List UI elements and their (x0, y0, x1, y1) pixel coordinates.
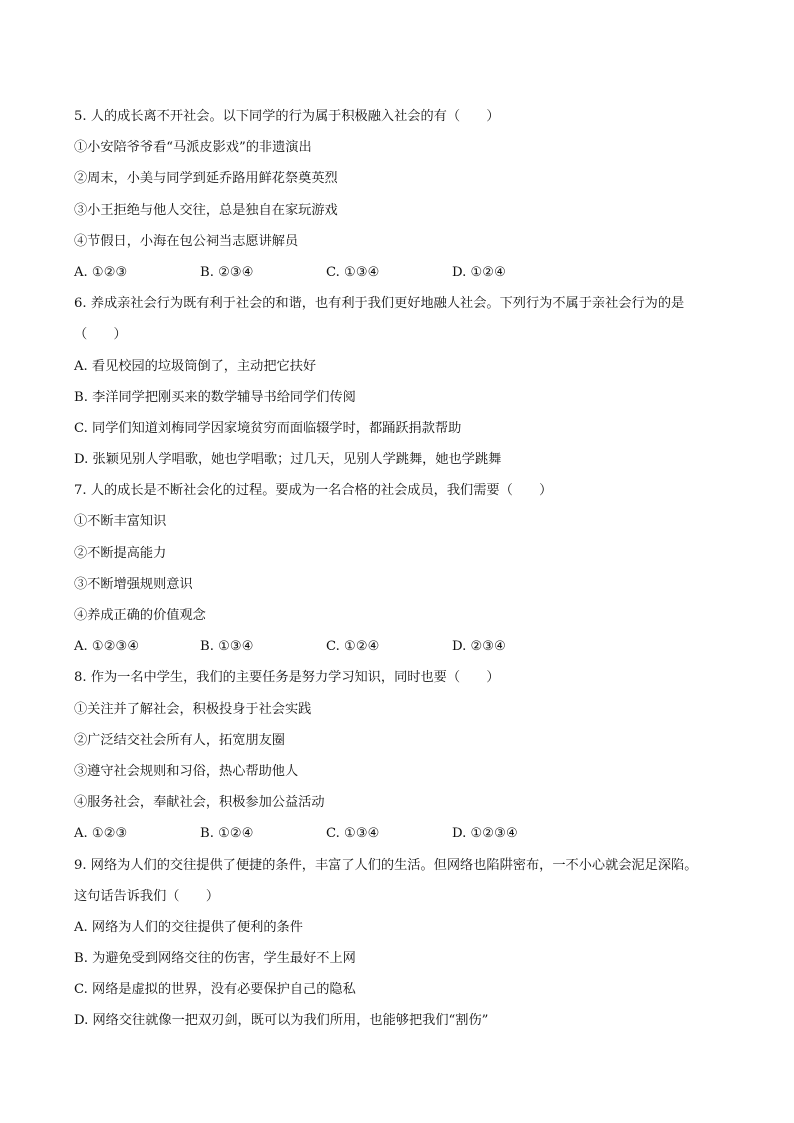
option-a[interactable]: A. 看见校园的垃圾筒倒了，主动把它扶好 (74, 358, 317, 374)
option-d[interactable]: D. ②③④ (452, 639, 506, 655)
option-c[interactable]: C. ①③④ (326, 264, 380, 280)
statement-item: ④服务社会，奉献社会，积极参加公益活动 (74, 795, 325, 811)
statement-item: ①关注并了解社会，积极投身于社会实践 (74, 701, 312, 717)
question-7 (74, 475, 734, 662)
question-6 (74, 288, 734, 475)
question-stem: 8. 作为一名中学生，我们的主要任务是努力学习知识，同时也要（ ） (74, 670, 500, 686)
question-stem: 6. 养成亲社会行为既有利于社会的和谐，也有利于我们更好地融人社会。下列行为不属于亲社会行为的是 (74, 296, 685, 312)
statement-item: ③小王拒绝与他人交往，总是独自在家玩游戏 (74, 202, 338, 218)
statement-item: ①小安陪爷爷看“马派皮影戏”的非遗演出 (74, 140, 312, 156)
option-b[interactable]: B. ①③④ (200, 639, 254, 655)
option-a[interactable]: A. ①②③ (74, 264, 128, 280)
question-8 (74, 662, 734, 849)
statement-item: ③不断增强规则意识 (74, 576, 193, 592)
option-b[interactable]: B. 为避免受到网络交往的伤害，学生最好不上网 (74, 951, 356, 967)
option-c[interactable]: C. 网络是虚拟的世界，没有必要保护自己的隐私 (74, 982, 356, 998)
statement-item: ①不断丰富知识 (74, 514, 167, 530)
statement-item: ④节假日，小海在包公祠当志愿讲解员 (74, 233, 299, 249)
question-stem: 5. 人的成长离不开社会。以下同学的行为属于积极融入社会的有（ ） (74, 109, 500, 124)
option-b[interactable]: B. ①②④ (200, 826, 254, 842)
option-c[interactable]: C. 同学们知道刘梅同学因家境贫穷而面临辍学时，都踊跃捐款帮助 (74, 420, 462, 436)
option-d[interactable]: D. 张颖见别人学唱歌，她也学唱歌；过几天，见别人学跳舞，她也学跳舞 (74, 452, 502, 468)
question-stem: 7. 人的成长是不断社会化的过程。要成为一名合格的社会成员，我们需要（ ） (74, 483, 553, 499)
option-a[interactable]: A. 网络为人们的交往提供了便利的条件 (74, 919, 303, 935)
statement-item: ②不断提高能力 (74, 545, 167, 561)
statement-item: ②广泛结交社会所有人，拓宽朋友圈 (74, 732, 285, 748)
statement-item: ④养成正确的价值观念 (74, 608, 206, 623)
statement-item: ③遵守社会规则和习俗，热心帮助他人 (74, 763, 299, 779)
question-stem-continued: （ ） (74, 327, 127, 343)
option-a[interactable]: A. ①②③ (74, 826, 128, 842)
option-b[interactable]: B. 李洋同学把刚买来的数学辅导书给同学们传阅 (74, 389, 356, 405)
question-5 (74, 101, 734, 288)
statement-item: ②周末，小美与同学到延乔路用鲜花祭奠英烈 (74, 171, 338, 187)
option-d[interactable]: D. ①②③④ (452, 826, 518, 842)
question-9 (74, 850, 734, 1037)
option-c[interactable]: C. ①②④ (326, 639, 380, 655)
answer-options (74, 257, 734, 288)
option-c[interactable]: C. ①③④ (326, 826, 380, 842)
answer-options (74, 631, 734, 662)
option-d[interactable]: D. 网络交往就像一把双刃剑，既可以为我们所用，也能够把我们“割伤” (74, 1013, 489, 1029)
answer-options (74, 818, 734, 849)
option-b[interactable]: B. ②③④ (200, 264, 254, 280)
exam-page (74, 101, 734, 1037)
option-a[interactable]: A. ①②③④ (74, 639, 140, 655)
question-stem-continued: 这句话告诉我们（ ） (74, 888, 220, 904)
option-d[interactable]: D. ①②④ (452, 264, 506, 280)
question-stem: 9. 网络为人们的交往提供了便捷的条件，丰富了人们的生活。但网络也陷阱密布，一不小心就会泥足深陷。 (74, 857, 698, 873)
